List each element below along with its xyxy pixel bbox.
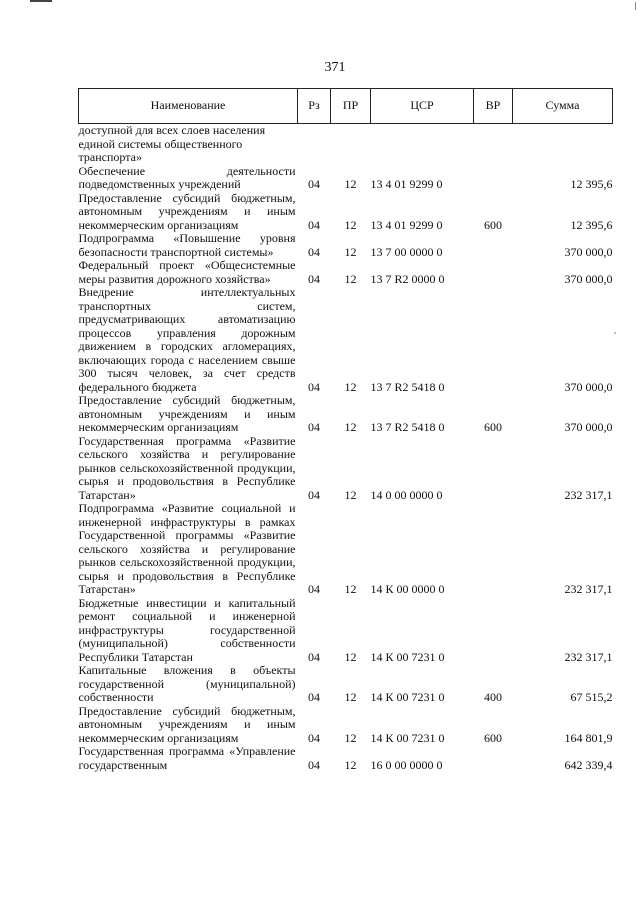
row-csr-cell: 13 4 01 9299 0 <box>370 177 443 191</box>
row-rz-cell: 04 <box>308 730 320 745</box>
row-name-cell: Капитальные вложения в объекты государственной (муниципальной) собственности <box>78 663 296 704</box>
table-row <box>79 165 613 192</box>
page-number: 371 <box>324 60 346 75</box>
row-vr-cell: 600 <box>484 730 502 745</box>
row-csr-cell: 14 К 00 7231 0 <box>370 690 445 704</box>
row-csr-cell: 13 7 00 0000 0 <box>370 244 443 259</box>
scan-corner-mark <box>30 0 52 3</box>
row-name-cell: Предоставление субсидий бюджетным, автономным учреждениям и иным некоммерческим организациям <box>78 703 296 745</box>
row-vr-cell <box>474 259 513 286</box>
row-sum-cell: 232 317,1 <box>564 649 613 664</box>
row-vr-cell <box>474 165 513 192</box>
column-header-vr: ВР <box>474 89 513 124</box>
row-pr-cell: 12 <box>344 487 357 502</box>
row-rz-cell: 04 <box>308 217 320 232</box>
row-vr-cell: 400 <box>484 690 502 704</box>
table-row <box>79 192 613 233</box>
column-header-sum: Сумма <box>513 89 613 124</box>
table-row <box>79 259 613 286</box>
table-header-row <box>79 89 613 124</box>
row-rz-cell: 04 <box>308 379 320 394</box>
row-pr-cell: 12 <box>344 177 357 191</box>
row-csr-cell: 14 К 00 7231 0 <box>370 730 445 745</box>
row-csr-cell: 13 7 R2 5418 0 <box>370 379 445 394</box>
row-name-cell: доступной для всех слоев населения единой системы общественного транспорта» <box>78 123 266 164</box>
column-header-csr: ЦСР <box>371 89 474 124</box>
table-row <box>79 394 613 435</box>
row-sum-cell <box>513 124 613 165</box>
table-row <box>79 705 613 746</box>
row-pr-cell: 12 <box>344 420 357 434</box>
column-header-name: Наименование <box>79 89 298 124</box>
row-name-cell: Бюджетные инвестиции и капитальный ремонт социальной и инженерной инфраструктуры государственной (муниципальной) собственности Республики Татарстан <box>78 595 296 664</box>
row-sum-cell: 642 339,4 <box>564 757 613 772</box>
table-row <box>79 597 613 665</box>
row-pr-cell: 12 <box>344 690 357 704</box>
row-pr-cell: 12 <box>344 757 357 772</box>
row-vr-cell <box>474 435 513 503</box>
row-vr-cell <box>474 232 513 259</box>
row-pr-cell <box>331 124 371 165</box>
column-header-rz: Рз <box>298 89 331 124</box>
table-row <box>79 745 613 772</box>
row-pr-cell: 12 <box>344 730 357 745</box>
row-pr-cell: 12 <box>344 244 357 259</box>
row-csr-cell <box>371 124 474 165</box>
row-name-cell: Подпрограмма «Развитие социальной и инженерной инфраструктуры в рамках Государственной программы «Развитие сельского хозяйства и регулирование рынков сельскохозяйственной продукции, сырья и продовольствия в Республике Татарстан» <box>78 501 296 596</box>
row-vr-cell <box>474 124 513 165</box>
row-rz-cell <box>298 124 331 165</box>
row-sum-cell: 232 317,1 <box>564 582 613 596</box>
row-sum-cell: 370 000,0 <box>564 379 613 394</box>
row-vr-cell <box>474 745 513 772</box>
row-pr-cell: 12 <box>344 649 357 664</box>
row-rz-cell: 04 <box>308 690 320 704</box>
row-pr-cell: 12 <box>344 582 357 596</box>
table-row <box>79 232 613 259</box>
row-csr-cell: 13 4 01 9299 0 <box>370 217 443 232</box>
row-sum-cell: 232 317,1 <box>564 487 613 502</box>
row-name-cell: Государственная программа «Управление государственным <box>78 744 296 772</box>
budget-table <box>78 88 613 772</box>
row-vr-cell <box>474 597 513 665</box>
table-row <box>79 502 613 597</box>
table-row <box>79 124 613 165</box>
row-rz-cell: 04 <box>308 420 320 434</box>
row-rz-cell: 04 <box>308 487 320 502</box>
row-rz-cell: 04 <box>308 649 320 664</box>
row-csr-cell: 16 0 00 0000 0 <box>370 757 443 772</box>
row-sum-cell: 370 000,0 <box>564 271 613 286</box>
row-rz-cell: 04 <box>308 757 320 772</box>
row-vr-cell: 600 <box>484 420 502 434</box>
scan-edge-mark <box>635 2 637 10</box>
row-sum-cell: 370 000,0 <box>564 244 613 259</box>
table-row <box>79 286 613 394</box>
row-pr-cell: 12 <box>344 379 357 394</box>
scan-speck <box>614 332 616 334</box>
row-csr-cell: 14 К 00 0000 0 <box>370 582 445 596</box>
row-name-cell: Внедрение интеллектуальных транспортных систем, предусматривающих автоматизацию процессов управления дорожным движением в городских агломерациях, включающих города с населением свыше 300 тысяч человек, за счет средств федерального бюджета <box>78 285 296 394</box>
row-rz-cell: 04 <box>308 582 320 596</box>
row-rz-cell: 04 <box>308 177 320 191</box>
row-csr-cell: 13 7 R2 0000 0 <box>370 271 445 286</box>
row-name-cell: Государственная программа «Развитие сельского хозяйства и регулирование рынков сельскохозяйственной продукции, сырья и продовольствия в Республике Татарстан» <box>78 433 296 502</box>
row-vr-cell <box>474 286 513 394</box>
row-vr-cell: 600 <box>484 217 502 232</box>
row-name-cell: Предоставление субсидий бюджетным, автономным учреждениям и иным некоммерческим организациям <box>78 190 296 232</box>
row-name-cell: Подпрограмма «Повышение уровня безопасности транспортной системы» <box>78 231 296 259</box>
row-sum-cell: 164 801,9 <box>564 730 613 745</box>
column-header-pr: ПР <box>331 89 371 124</box>
row-csr-cell: 14 К 00 7231 0 <box>370 649 445 664</box>
row-csr-cell: 14 0 00 0000 0 <box>370 487 443 502</box>
row-sum-cell: 12 395,6 <box>570 217 613 232</box>
table-row <box>79 435 613 503</box>
row-name-cell: Предоставление субсидий бюджетным, автономным учреждениям и иным некоммерческим организациям <box>78 393 296 434</box>
table-row <box>79 664 613 705</box>
row-pr-cell: 12 <box>344 217 357 232</box>
row-pr-cell: 12 <box>344 271 357 286</box>
row-name-cell: Федеральный проект «Общесистемные меры развития дорожного хозяйства» <box>78 258 296 286</box>
row-rz-cell: 04 <box>308 271 320 286</box>
row-csr-cell: 13 7 R2 5418 0 <box>370 420 445 434</box>
row-rz-cell: 04 <box>308 244 320 259</box>
row-sum-cell: 12 395,6 <box>570 177 613 191</box>
row-sum-cell: 67 515,2 <box>570 690 613 704</box>
row-vr-cell <box>474 502 513 597</box>
row-name-cell: Обеспечение деятельности подведомственных учреждений <box>78 163 296 191</box>
row-sum-cell: 370 000,0 <box>564 420 613 434</box>
